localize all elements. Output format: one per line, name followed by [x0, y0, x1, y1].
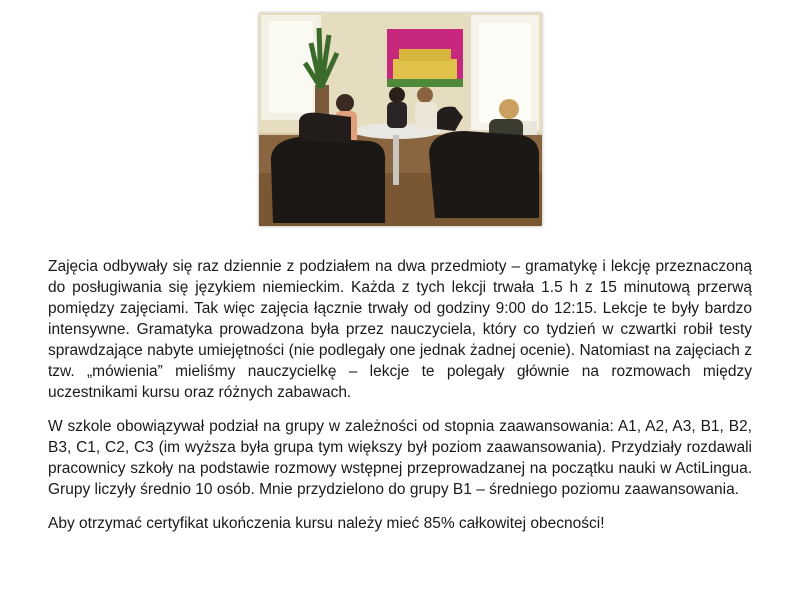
classroom-illustration [259, 13, 542, 226]
paragraph-groups: W szkole obowiązywał podział na grupy w zależności od stopnia zaawansowania: A1, A2, A3, B1, B2, B3, C1, C2, C3 (im wyższa była grupa tym większy był poziom zaawansowania). Przydziały rozdawali pracownicy szkoły na podstawie rozmowy wstępnej przeprowadzanej na początku nauki w ActiLingua. Grupy liczyły średnio 10 osób. Mnie przydzielono do grupy B1 – średniego poziomu zaawansowania. [48, 418, 752, 498]
article-text [48, 256, 752, 547]
paragraph-certificate: Aby otrzymać certyfikat ukończenia kursu należy mieć 85% całkowitej obecności! [48, 515, 605, 532]
classroom-photo [259, 13, 542, 226]
paragraph-lessons: Zajęcia odbywały się raz dziennie z podziałem na dwa przedmioty – gramatykę i lekcję przeznaczoną do posługiwania się językiem niemieckim. Każda z tych lekcji trwała 1.5 h z 15 minutową przerwą pomiędzy zajęciami. Tak więc zajęcia łącznie trwały od godziny 9:00 do 12:15. Lekcje te były bardzo intensywne. Gramatyka prowadzona była przez nauczyciela, który co tydzień w czwartki robił testy sprawdzające nabyte umiejętności (nie podlegały one jednak żadnej ocenie). Natomiast na zajęciach z tzw. „mówienia” mieliśmy nauczycielkę – lekcje te polegały głównie na rozmowach między uczestnikami kursu oraz różnych zabawach. [48, 258, 752, 401]
